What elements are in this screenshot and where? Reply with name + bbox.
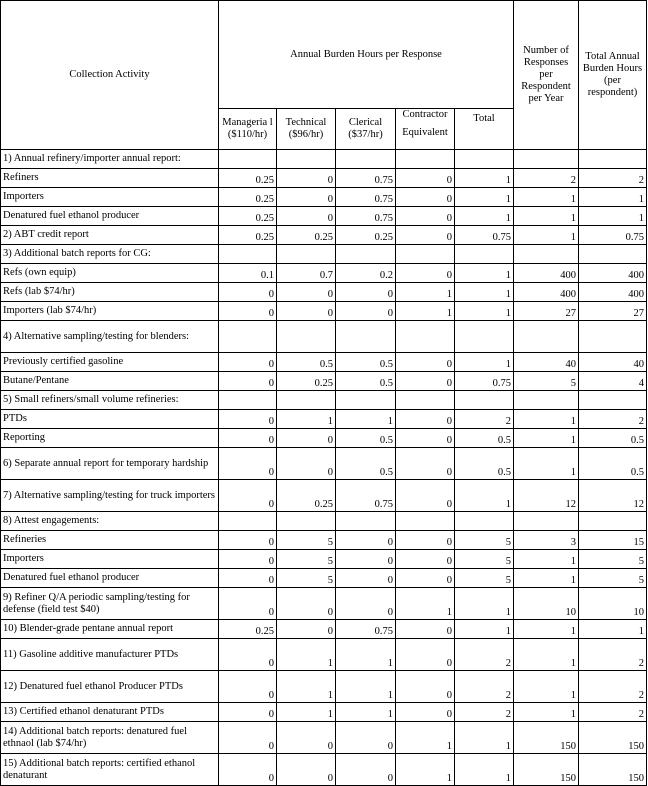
contractor-cell: 1 <box>396 754 455 786</box>
activity-cell: Previously certified gasoline <box>1 353 219 372</box>
technical-cell: 0 <box>277 620 336 639</box>
contractor-cell: 0 <box>396 372 455 391</box>
technical-cell <box>277 512 336 531</box>
clerical-cell: 0.2 <box>336 264 396 283</box>
technical-cell: 5 <box>277 550 336 569</box>
contractor-cell: 0 <box>396 531 455 550</box>
header-total-annual-burden: Total Annual Burden Hours (per respondent) <box>579 1 647 150</box>
responses-cell: 400 <box>514 283 579 302</box>
table-row <box>1 353 647 372</box>
contractor-cell: 0 <box>396 480 455 512</box>
technical-cell: 1 <box>277 410 336 429</box>
clerical-cell: 0.75 <box>336 188 396 207</box>
managerial-cell <box>219 512 277 531</box>
table-row <box>1 391 647 410</box>
clerical-cell: 0.75 <box>336 620 396 639</box>
annual-cell: 0.5 <box>579 448 647 480</box>
managerial-cell: 0 <box>219 639 277 671</box>
technical-cell <box>277 391 336 410</box>
contractor-cell: 1 <box>396 588 455 620</box>
table-row <box>1 550 647 569</box>
annual-cell: 2 <box>579 169 647 188</box>
technical-cell: 0 <box>277 283 336 302</box>
total-cell: 1 <box>455 353 514 372</box>
annual-cell <box>579 321 647 353</box>
header-annual-burden: Annual Burden Hours per Response <box>219 1 514 109</box>
annual-cell: 400 <box>579 264 647 283</box>
activity-cell: 8) Attest engagements: <box>1 512 219 531</box>
activity-cell: 14) Additional batch reports: denatured fuel ethnaol (lab $74/hr) <box>1 722 219 754</box>
table-row <box>1 264 647 283</box>
table-row <box>1 188 647 207</box>
managerial-cell: 0 <box>219 754 277 786</box>
clerical-cell <box>336 391 396 410</box>
technical-cell: 0.7 <box>277 264 336 283</box>
annual-cell: 1 <box>579 188 647 207</box>
header-responses-per-year: Number of Responses per Respondent per Year <box>514 1 579 150</box>
total-cell: 2 <box>455 703 514 722</box>
clerical-cell: 1 <box>336 639 396 671</box>
responses-cell: 1 <box>514 207 579 226</box>
activity-cell: 5) Small refiners/small volume refineries: <box>1 391 219 410</box>
managerial-cell <box>219 391 277 410</box>
responses-cell <box>514 245 579 264</box>
responses-cell <box>514 512 579 531</box>
table-row <box>1 512 647 531</box>
table-body <box>1 150 647 786</box>
managerial-cell: 0 <box>219 283 277 302</box>
clerical-cell: 0.75 <box>336 207 396 226</box>
responses-cell <box>514 391 579 410</box>
technical-cell: 0 <box>277 588 336 620</box>
managerial-cell: 0 <box>219 410 277 429</box>
technical-cell: 0 <box>277 169 336 188</box>
annual-cell: 27 <box>579 302 647 321</box>
activity-cell: Butane/Pentane <box>1 372 219 391</box>
clerical-cell: 0.5 <box>336 353 396 372</box>
annual-cell: 5 <box>579 569 647 588</box>
clerical-cell: 0 <box>336 588 396 620</box>
total-cell: 0.5 <box>455 448 514 480</box>
responses-cell: 150 <box>514 722 579 754</box>
total-cell: 2 <box>455 639 514 671</box>
responses-cell: 3 <box>514 531 579 550</box>
technical-cell: 1 <box>277 639 336 671</box>
header-contractor-line1: Contractor <box>402 109 448 120</box>
activity-cell: Importers (lab $74/hr) <box>1 302 219 321</box>
technical-cell: 0 <box>277 302 336 321</box>
clerical-cell <box>336 512 396 531</box>
activity-cell: 3) Additional batch reports for CG: <box>1 245 219 264</box>
contractor-cell: 1 <box>396 722 455 754</box>
managerial-cell: 0.25 <box>219 620 277 639</box>
activity-cell: Importers <box>1 550 219 569</box>
activity-cell: Denatured fuel ethanol producer <box>1 207 219 226</box>
contractor-cell <box>396 391 455 410</box>
responses-cell: 400 <box>514 264 579 283</box>
contractor-cell: 0 <box>396 569 455 588</box>
responses-cell: 1 <box>514 620 579 639</box>
managerial-cell: 0 <box>219 448 277 480</box>
managerial-cell: 0 <box>219 429 277 448</box>
responses-cell: 1 <box>514 410 579 429</box>
managerial-cell: 0 <box>219 671 277 703</box>
responses-cell: 1 <box>514 188 579 207</box>
annual-cell: 2 <box>579 671 647 703</box>
clerical-cell: 1 <box>336 703 396 722</box>
technical-cell <box>277 245 336 264</box>
total-cell: 5 <box>455 531 514 550</box>
contractor-cell: 0 <box>396 410 455 429</box>
annual-cell: 2 <box>579 410 647 429</box>
total-cell: 5 <box>455 550 514 569</box>
contractor-cell: 1 <box>396 302 455 321</box>
table-row <box>1 448 647 480</box>
total-cell: 0.5 <box>455 429 514 448</box>
managerial-cell: 0 <box>219 722 277 754</box>
table-row <box>1 169 647 188</box>
table-row <box>1 226 647 245</box>
total-cell: 1 <box>455 754 514 786</box>
annual-cell <box>579 391 647 410</box>
table-row <box>1 302 647 321</box>
clerical-cell: 1 <box>336 671 396 703</box>
responses-cell: 1 <box>514 639 579 671</box>
responses-cell: 1 <box>514 448 579 480</box>
contractor-cell: 0 <box>396 207 455 226</box>
header-managerial: Manageria l ($110/hr) <box>219 109 277 150</box>
total-cell: 0.75 <box>455 226 514 245</box>
responses-cell: 150 <box>514 754 579 786</box>
header-clerical: Clerical ($37/hr) <box>336 109 396 150</box>
technical-cell: 1 <box>277 671 336 703</box>
responses-cell: 1 <box>514 429 579 448</box>
contractor-cell: 0 <box>396 226 455 245</box>
responses-cell: 1 <box>514 671 579 703</box>
technical-cell: 5 <box>277 531 336 550</box>
technical-cell <box>277 321 336 353</box>
total-cell: 1 <box>455 620 514 639</box>
technical-cell: 0 <box>277 207 336 226</box>
total-cell <box>455 245 514 264</box>
responses-cell <box>514 150 579 169</box>
managerial-cell: 0.25 <box>219 169 277 188</box>
annual-cell: 12 <box>579 480 647 512</box>
activity-cell: 7) Alternative sampling/testing for truck importers <box>1 480 219 512</box>
activity-cell: 6) Separate annual report for temporary hardship <box>1 448 219 480</box>
technical-cell: 0.25 <box>277 480 336 512</box>
activity-cell: PTDs <box>1 410 219 429</box>
total-cell <box>455 321 514 353</box>
technical-cell: 0 <box>277 722 336 754</box>
clerical-cell: 0 <box>336 302 396 321</box>
table-row <box>1 372 647 391</box>
annual-cell: 150 <box>579 722 647 754</box>
clerical-cell: 0 <box>336 283 396 302</box>
contractor-cell: 0 <box>396 353 455 372</box>
table-row <box>1 671 647 703</box>
table-row <box>1 207 647 226</box>
contractor-cell <box>396 245 455 264</box>
total-cell: 1 <box>455 188 514 207</box>
activity-cell: 11) Gasoline additive manufacturer PTDs <box>1 639 219 671</box>
clerical-cell: 0 <box>336 569 396 588</box>
annual-cell: 40 <box>579 353 647 372</box>
table-row <box>1 410 647 429</box>
managerial-cell: 0 <box>219 302 277 321</box>
managerial-cell: 0.25 <box>219 226 277 245</box>
contractor-cell: 0 <box>396 429 455 448</box>
responses-cell: 1 <box>514 703 579 722</box>
activity-cell: Refs (own equip) <box>1 264 219 283</box>
contractor-cell: 0 <box>396 264 455 283</box>
table-row <box>1 703 647 722</box>
managerial-cell: 0 <box>219 353 277 372</box>
total-cell: 2 <box>455 410 514 429</box>
managerial-cell: 0.25 <box>219 188 277 207</box>
activity-cell: Reporting <box>1 429 219 448</box>
total-cell <box>455 391 514 410</box>
annual-cell: 1 <box>579 207 647 226</box>
annual-cell <box>579 245 647 264</box>
clerical-cell: 0.75 <box>336 480 396 512</box>
clerical-cell: 0.5 <box>336 429 396 448</box>
activity-cell: Importers <box>1 188 219 207</box>
activity-cell: 2) ABT credit report <box>1 226 219 245</box>
header-collection-activity: Collection Activity <box>1 1 219 150</box>
contractor-cell <box>396 321 455 353</box>
managerial-cell <box>219 245 277 264</box>
annual-cell: 400 <box>579 283 647 302</box>
annual-cell: 1 <box>579 620 647 639</box>
contractor-cell: 1 <box>396 283 455 302</box>
contractor-cell <box>396 150 455 169</box>
contractor-cell: 0 <box>396 671 455 703</box>
table-row <box>1 620 647 639</box>
clerical-cell: 0.5 <box>336 448 396 480</box>
activity-cell: 4) Alternative sampling/testing for blenders: <box>1 321 219 353</box>
technical-cell: 0 <box>277 754 336 786</box>
responses-cell: 40 <box>514 353 579 372</box>
responses-cell <box>514 321 579 353</box>
annual-cell: 2 <box>579 703 647 722</box>
activity-cell: Refineries <box>1 531 219 550</box>
annual-cell: 150 <box>579 754 647 786</box>
contractor-cell: 0 <box>396 639 455 671</box>
contractor-cell: 0 <box>396 703 455 722</box>
table-row <box>1 722 647 754</box>
total-cell: 1 <box>455 264 514 283</box>
contractor-cell: 0 <box>396 620 455 639</box>
table-row <box>1 321 647 353</box>
total-cell: 0.75 <box>455 372 514 391</box>
clerical-cell: 0 <box>336 550 396 569</box>
technical-cell: 0.5 <box>277 353 336 372</box>
responses-cell: 27 <box>514 302 579 321</box>
header-technical: Technical ($96/hr) <box>277 109 336 150</box>
contractor-cell: 0 <box>396 448 455 480</box>
annual-cell: 4 <box>579 372 647 391</box>
total-cell: 1 <box>455 480 514 512</box>
table-row <box>1 429 647 448</box>
clerical-cell <box>336 321 396 353</box>
total-cell: 1 <box>455 283 514 302</box>
technical-cell: 0.25 <box>277 226 336 245</box>
technical-cell: 0.25 <box>277 372 336 391</box>
annual-cell: 0.75 <box>579 226 647 245</box>
activity-cell: 9) Refiner Q/A periodic sampling/testing for defense (field test $40) <box>1 588 219 620</box>
managerial-cell: 0 <box>219 531 277 550</box>
total-cell: 1 <box>455 588 514 620</box>
table-row <box>1 283 647 302</box>
managerial-cell: 0 <box>219 569 277 588</box>
responses-cell: 10 <box>514 588 579 620</box>
total-cell: 1 <box>455 207 514 226</box>
total-cell <box>455 512 514 531</box>
table-row <box>1 150 647 169</box>
activity-cell: Refs (lab $74/hr) <box>1 283 219 302</box>
annual-cell <box>579 512 647 531</box>
table-row <box>1 245 647 264</box>
total-cell: 1 <box>455 722 514 754</box>
managerial-cell: 0 <box>219 372 277 391</box>
managerial-cell: 0 <box>219 480 277 512</box>
activity-cell: Refiners <box>1 169 219 188</box>
clerical-cell: 0.75 <box>336 169 396 188</box>
managerial-cell: 0.1 <box>219 264 277 283</box>
activity-cell: 10) Blender-grade pentane annual report <box>1 620 219 639</box>
table-row <box>1 639 647 671</box>
activity-cell: 13) Certified ethanol denaturant PTDs <box>1 703 219 722</box>
clerical-cell: 0.5 <box>336 372 396 391</box>
managerial-cell: 0 <box>219 550 277 569</box>
annual-cell: 5 <box>579 550 647 569</box>
clerical-cell: 0 <box>336 531 396 550</box>
technical-cell: 0 <box>277 429 336 448</box>
managerial-cell: 0 <box>219 588 277 620</box>
technical-cell: 0 <box>277 188 336 207</box>
table-row <box>1 754 647 786</box>
contractor-cell: 0 <box>396 169 455 188</box>
activity-cell: 12) Denatured fuel ethanol Producer PTDs <box>1 671 219 703</box>
responses-cell: 2 <box>514 169 579 188</box>
contractor-cell: 0 <box>396 188 455 207</box>
annual-cell: 0.5 <box>579 429 647 448</box>
annual-cell <box>579 150 647 169</box>
technical-cell: 5 <box>277 569 336 588</box>
table-row <box>1 588 647 620</box>
clerical-cell <box>336 150 396 169</box>
managerial-cell <box>219 150 277 169</box>
total-cell: 1 <box>455 302 514 321</box>
contractor-cell: 0 <box>396 550 455 569</box>
activity-cell: 1) Annual refinery/importer annual report: <box>1 150 219 169</box>
responses-cell: 12 <box>514 480 579 512</box>
managerial-cell: 0 <box>219 703 277 722</box>
table-row <box>1 531 647 550</box>
table-row <box>1 569 647 588</box>
responses-cell: 1 <box>514 226 579 245</box>
activity-cell: 15) Additional batch reports: certified ethanol denaturant <box>1 754 219 786</box>
clerical-cell <box>336 245 396 264</box>
total-cell: 5 <box>455 569 514 588</box>
responses-cell: 1 <box>514 550 579 569</box>
activity-cell: Denatured fuel ethanol producer <box>1 569 219 588</box>
contractor-cell <box>396 512 455 531</box>
responses-cell: 1 <box>514 569 579 588</box>
total-cell: 2 <box>455 671 514 703</box>
responses-cell: 5 <box>514 372 579 391</box>
header-total: Total <box>455 109 514 150</box>
header-contractor <box>396 109 455 150</box>
clerical-cell: 0 <box>336 722 396 754</box>
total-cell <box>455 150 514 169</box>
clerical-cell: 0.25 <box>336 226 396 245</box>
clerical-cell: 1 <box>336 410 396 429</box>
managerial-cell <box>219 321 277 353</box>
managerial-cell: 0.25 <box>219 207 277 226</box>
annual-cell: 10 <box>579 588 647 620</box>
header-contractor-line2: Equivalent <box>402 127 448 138</box>
clerical-cell: 0 <box>336 754 396 786</box>
technical-cell: 0 <box>277 448 336 480</box>
table-row <box>1 480 647 512</box>
annual-cell: 2 <box>579 639 647 671</box>
technical-cell <box>277 150 336 169</box>
total-cell: 1 <box>455 169 514 188</box>
technical-cell: 1 <box>277 703 336 722</box>
annual-cell: 15 <box>579 531 647 550</box>
